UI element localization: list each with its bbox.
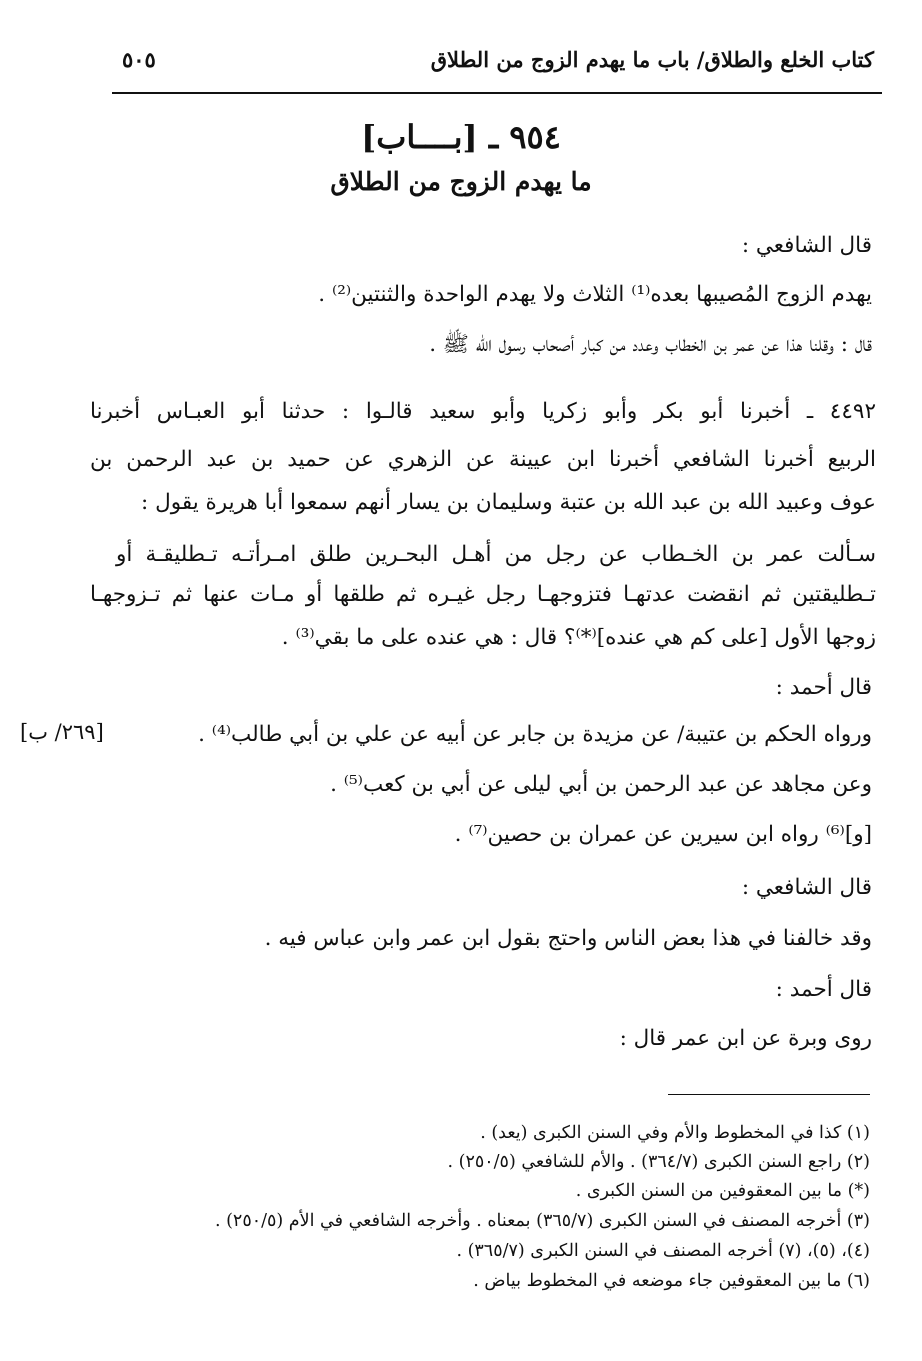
body-line: ورواه الحكم بن عتيبة/ عن مزيدة بن جابر عن أبيه عن علي بن أبي طالب⁽⁴⁾ . [198,722,872,747]
chapter-number: ٩٥٤ ـ [بــــاب] [361,118,561,156]
body-line: قال أحمد : [775,977,872,1002]
hadith-line: عوف وعبيد الله بن عبد الله بن عتبة وسليمان بن يسار أنهم سمعوا أبا هريرة يقول : [141,490,876,515]
body-line: قال الشافعي : [741,233,872,258]
hadith-text-line: تـطليقتين ثم انقضت عدتهـا فتزوجهـا رجل غيـره ثم طلقها أو مـات عنها ثم تـزوجهـا [90,582,876,607]
footnote: (٦) ما بين المعقوفين جاء موضعه في المخطوط بياض . [473,1271,870,1291]
footnote: (١) كذا في المخطوط والأم وفي السنن الكبرى (يعد) . [480,1123,870,1143]
hadith-text-line: زوجها الأول [على كم هي عنده]⁽*⁾؟ قال : هي عنده على ما بقي⁽³⁾ . [281,625,876,650]
body-line: وقد خالفنا في هذا بعض الناس واحتج بقول ابن عمر وابن عباس فيه . [264,926,872,951]
chapter-title: ما يهدم الزوج من الطلاق [330,167,592,196]
body-line: [و]⁽⁶⁾ رواه ابن سيرين عن عمران بن حصين⁽⁷⁾ . [454,822,872,847]
footnote-divider [668,1094,870,1095]
body-line: قال : وقلنا هذا عن عمر بن الخطاب وعدد من كبار أصحاب رسول الله ﷺ . [429,332,872,357]
manuscript-folio-note: [٢٦٩/ ب] [20,720,104,744]
body-line: روى وبرة عن ابن عمر قال : [619,1026,872,1051]
hadith-line: ٤٤٩٢ ـ أخبرنا أبو بكر وأبو زكريا وأبو سعيد قالـوا : حدثنا أبو العبـاس أخبرنا [90,399,876,424]
body-line: وعن مجاهد عن عبد الرحمن بن أبي ليلى عن أبي بن كعب⁽⁵⁾ . [330,772,872,797]
hadith-line: الربيع أخبرنا الشافعي أخبرنا ابن عيينة عن الزهري عن حميد بن عبد الرحمن بن [90,447,876,472]
page-number: ٥٠٥ [122,47,156,72]
footnote: (٢) راجع السنن الكبرى (٣٦٤/٧) . والأم للشافعي (٢٥٠/٥) . [447,1152,870,1172]
footnote: (٤)، (٥)، (٧) أخرجه المصنف في السنن الكبرى (٣٦٥/٧) . [456,1241,870,1261]
body-line: قال الشافعي : [741,875,872,900]
running-header-title: كتاب الخلع والطلاق/ باب ما يهدم الزوج من الطلاق [430,47,874,72]
body-line: قال أحمد : [775,675,872,700]
body-line: يهدم الزوج المُصيبها بعده⁽¹⁾ الثلاث ولا يهدم الواحدة والثنتين⁽²⁾ . [318,282,872,307]
footnote: (*) ما بين المعقوفين من السنن الكبرى . [575,1181,870,1201]
footnote: (٣) أخرجه المصنف في السنن الكبرى (٣٦٥/٧) بمعناه . وأخرجه الشافعي في الأم (٢٥٠/٥) . [214,1211,870,1231]
hadith-text-line: سـألت عمر بن الخـطاب عن رجل من أهـل البحـرين طلق امـرأتـه تـطليقـة أو [116,542,876,567]
header-divider [112,92,882,94]
